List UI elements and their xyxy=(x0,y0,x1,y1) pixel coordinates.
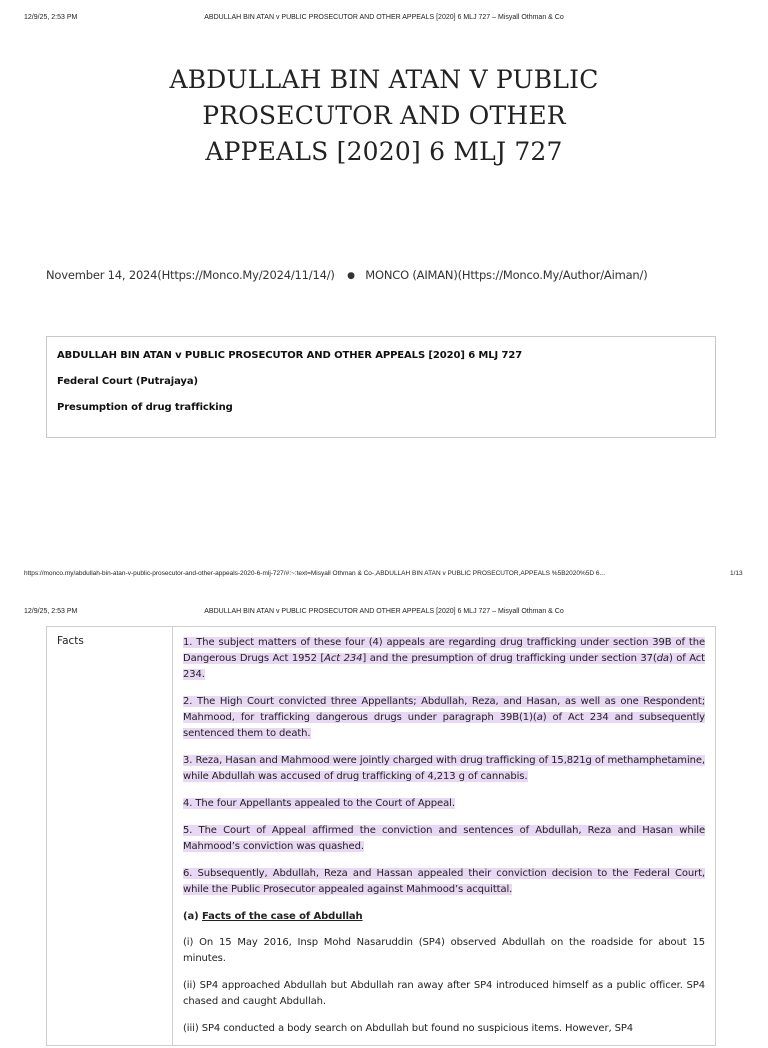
post-meta xyxy=(46,268,647,282)
fact-paragraph-5: 5. The Court of Appeal affirmed the conviction and sentences of Abdullah, Reza and Hasan while Mahmood’s conviction was quashed. xyxy=(183,825,705,852)
print-title: ABDULLAH BIN ATAN v PUBLIC PROSECUTOR AND OTHER APPEALS [2020] 6 MLJ 727 – Misyall Othman & Co xyxy=(204,608,564,615)
facts-label-cell xyxy=(47,627,173,1045)
post-author-link[interactable]: MONCO (AIMAN)(Https://Monco.My/Author/Aiman/) xyxy=(365,268,648,282)
fact-paragraph-4: 4. The four Appellants appealed to the Court of Appeal. xyxy=(183,798,455,809)
section-heading-abdullah: (a) Facts of the case of Abdullah xyxy=(183,911,363,922)
summary-case-name: ABDULLAH BIN ATAN v PUBLIC PROSECUTOR AND OTHER APPEALS [2020] 6 MLJ 727 xyxy=(57,350,523,361)
fact-item-i: (i) On 15 May 2016, Insp Mohd Nasaruddin (SP4) observed Abdullah on the roadside for about 15 minutes. xyxy=(183,937,705,964)
print-timestamp: 12/9/25, 2:53 PM xyxy=(24,608,78,615)
fact-1-text-a: 1. The subject matters of these four (4) appeals are regarding drug trafficking under section 39B of the Dangerous Drugs Act 1952 [ xyxy=(183,637,705,664)
bullet-separator: ● xyxy=(347,271,355,281)
fact-2-text-b: ) of Act 234 and subsequently sentenced them to death. xyxy=(183,712,705,739)
fact-1-act-ref: Act 234 xyxy=(324,653,363,664)
title-line-2: PROSECUTOR AND OTHER xyxy=(202,101,566,130)
print-footer-url: https://monco.my/abdullah-bin-atan-v-public-prosecutor-and-other-appeals-2020-6-mlj-727/#:~:text=Misyall Othman & Co-,ABDULLAH BIN ATAN v PUBLIC PROSECUTOR,APPEALS %5B2020%5D 6... xyxy=(24,570,605,577)
post-date-link[interactable]: November 14, 2024(Https://Monco.My/2024/11/14/) xyxy=(46,268,335,282)
case-summary-box xyxy=(46,336,716,438)
fact-2-subsection: a xyxy=(536,712,543,723)
fact-1-text-c: ) of Act 234. xyxy=(183,653,705,680)
print-title: ABDULLAH BIN ATAN v PUBLIC PROSECUTOR AND OTHER APPEALS [2020] 6 MLJ 727 – Misyall Othman & Co xyxy=(204,14,564,21)
summary-topic: Presumption of drug trafficking xyxy=(57,402,233,413)
fact-item-iii: (iii) SP4 conducted a body search on Abdullah but found no suspicious items. However, SP4 xyxy=(183,1023,634,1034)
facts-label: Facts xyxy=(57,635,84,647)
title-line-3: APPEALS [2020] 6 MLJ 727 xyxy=(205,137,563,166)
fact-2-text-a: 2. The High Court convicted three Appellants; Abdullah, Reza, and Hasan, as well as one Respondent; Mahmood, for trafficking dangerous drugs under paragraph 39B(1)( xyxy=(183,696,705,723)
summary-court: Federal Court (Putrajaya) xyxy=(57,376,198,387)
print-timestamp: 12/9/25, 2:53 PM xyxy=(24,14,78,21)
fact-1-subsection: da xyxy=(656,653,669,664)
print-page-number: 1/13 xyxy=(730,570,743,577)
fact-paragraph-6: 6. Subsequently, Abdullah, Reza and Hassan appealed their conviction decision to the Federal Court, while the Public Prosecutor appealed against Mahmood’s acquittal. xyxy=(183,868,705,895)
fact-paragraph-1 xyxy=(183,635,705,683)
title-line-1: ABDULLAH BIN ATAN V PUBLIC xyxy=(169,65,599,94)
fact-paragraph-2 xyxy=(183,694,705,742)
facts-content xyxy=(183,635,705,1048)
fact-paragraph-3: 3. Reza, Hasan and Mahmood were jointly charged with drug trafficking of 15,821g of methamphetamine, while Abdullah was accused of drug trafficking of 4,213 g of cannabis. xyxy=(183,755,705,782)
fact-item-ii: (ii) SP4 approached Abdullah but Abdullah ran away after SP4 introduced himself as a public officer. SP4 chased and caught Abdullah. xyxy=(183,980,705,1007)
facts-table xyxy=(46,626,716,1046)
fact-1-text-b: ] and the presumption of drug trafficking under section 37( xyxy=(362,653,657,664)
page-title xyxy=(100,62,668,170)
